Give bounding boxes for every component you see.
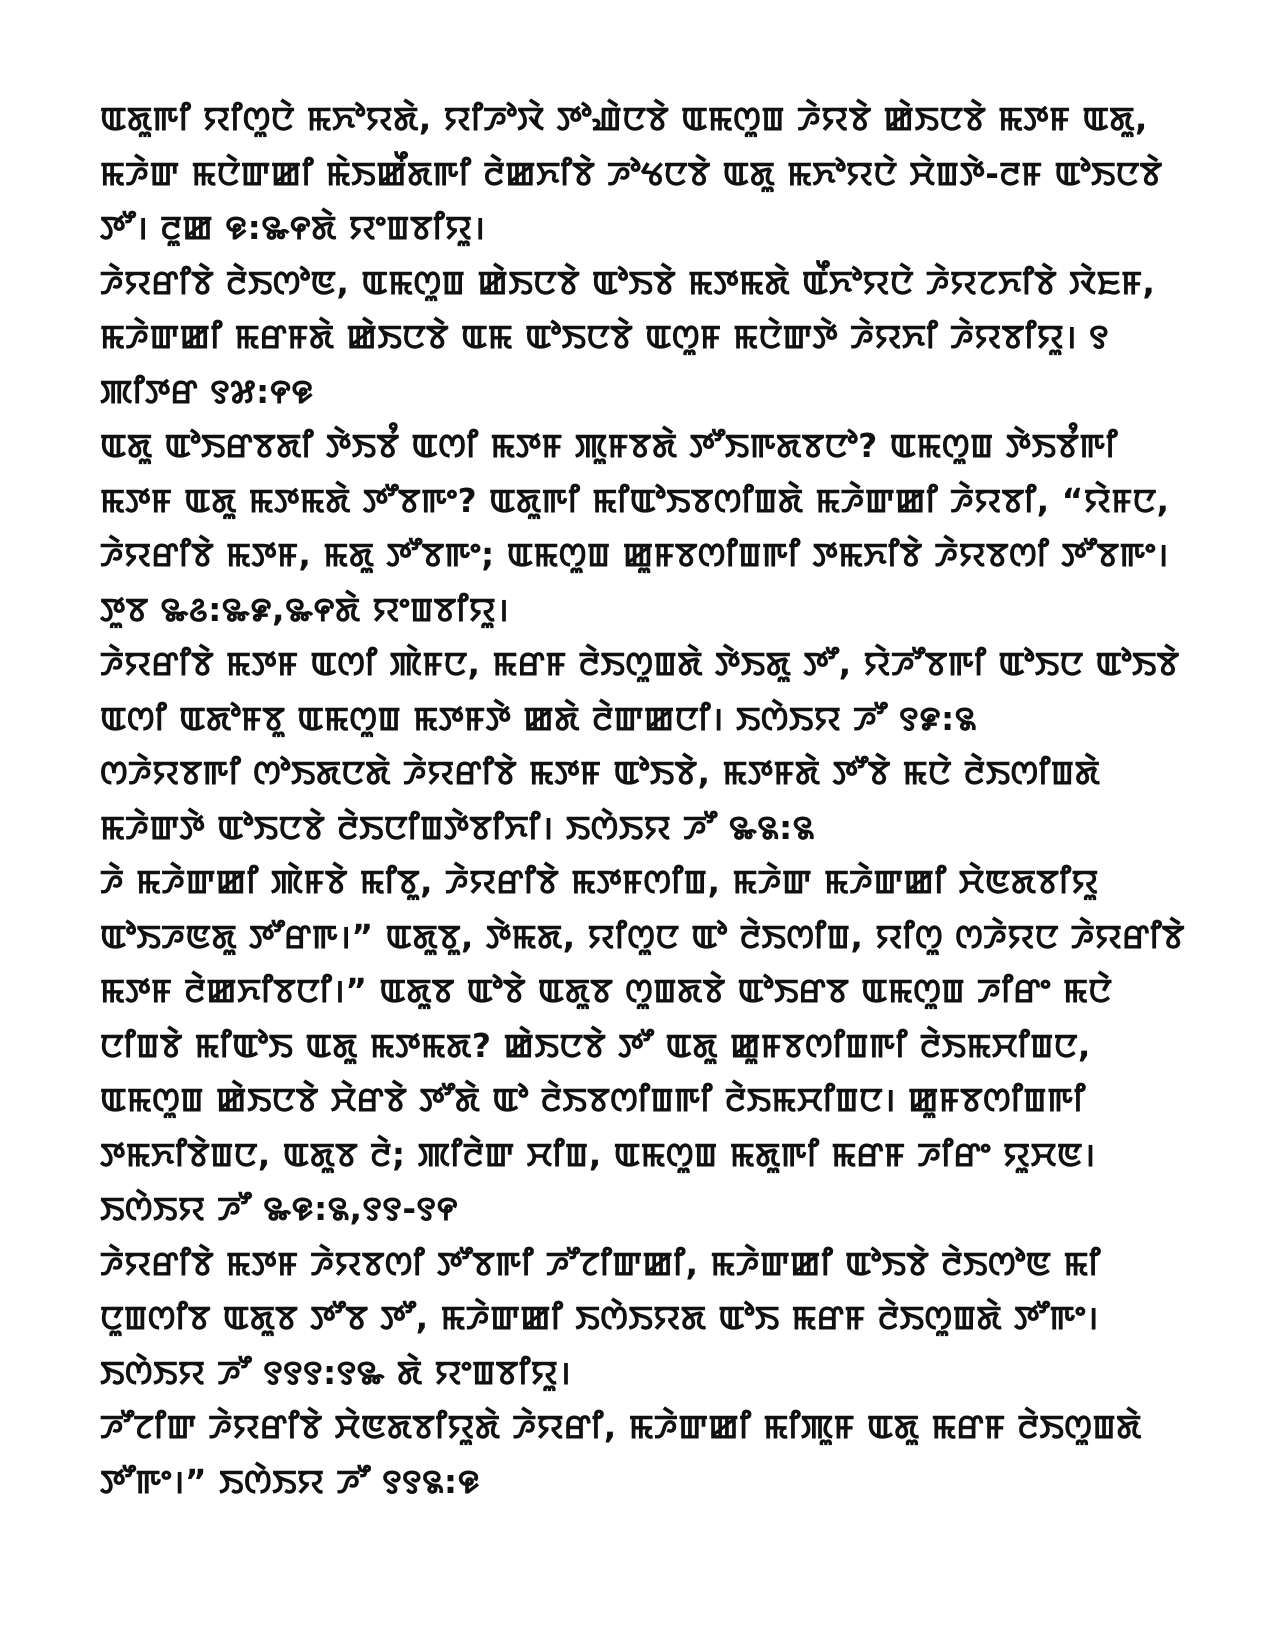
paragraph: ꯍꯥꯌꯔꯤꯕꯥ ꯂꯥꯏꯁꯣꯟ, ꯑꯃꯁꯨꯡ ꯀꯥꯏꯅꯕꯥ ꯑꯣꯏꯕꯥ ꯃꯇꯃꯗꯥ ꯑꯩꯈꯣꯌꯅꯥ ꯍꯥꯌꯖꯈꯤꯕꯥ ꯋꯥꯐꯝ, ꯃꯍꯥꯛꯀꯤ ꯃꯔꯝꯗꯥ ꯀꯥꯏꯅꯕꯥ ꯑꯃ ꯑꯣꯏꯅꯕꯥ ꯑꯁꯨꯝ ꯃꯅꯥꯛꯇꯥ ꯍꯥꯌꯈꯤ ꯍꯥꯌꯕꯤꯌꯨ। ꯱ ꯄꯤꯇꯔ ꯱꯷:꯵꯶ xyxy=(100,262,1156,411)
paragraph: ꯍꯧꯖꯤꯛ ꯍꯥꯌꯔꯤꯕꯥ ꯆꯥꯟꯗꯕꯤꯌꯨꯗꯥ ꯍꯥꯌꯔꯤ, ꯃꯍꯥꯛꯀꯤ ꯃꯤꯄꯨꯝ ꯑꯗꯨ ꯃꯔꯝ ꯂꯥꯏꯁꯨꯡꯗꯥ ꯇꯧꯒꯦ।” ꯏꯁꯥꯏꯌ ꯍꯧ ꯱꯱꯲:꯶ xyxy=(100,1407,1142,1501)
paragraph: ꯑꯗꯨ ꯑꯣꯏꯔꯕꯗꯤ ꯇꯥꯏꯕꯪ ꯑꯁꯤ ꯃꯇꯝ ꯄꯨꯝꯕꯗꯥ ꯇꯧꯏꯒꯗꯕꯅꯣ? ꯑꯃꯁꯨꯡ ꯇꯥꯏꯕꯪꯒꯤ ꯃꯇꯝ ꯑꯗꯨ ꯃꯇꯃꯗꯥ ꯇꯧꯕꯒꯦ? ꯑꯗꯨꯒꯤ ꯃꯤꯑꯣꯏꯕꯁꯤꯡꯗꯥ ꯃꯍꯥꯛꯀꯤ ꯍꯥꯌꯕꯤ, “ꯌꯥꯝꯅ, ꯍꯥꯌꯔꯤꯕꯥ ꯃꯇꯝ, ꯃꯗꯨ ꯇꯧꯕꯒꯦ; ꯑꯃꯁꯨꯡ ꯀꯨꯝꯕꯁꯤꯡꯒꯤ ꯇꯃꯈꯤꯕꯥ ꯍꯥꯌꯕꯁꯤ ꯇꯧꯕꯒꯦ। ꯇꯨꯕ ꯳꯴:꯳꯹,꯳꯵ꯗꯥ ꯌꯦꯡꯕꯤꯌꯨ। xyxy=(100,426,1170,629)
paragraph: ꯑꯗꯨꯒꯤ ꯌꯤꯁꯨꯅꯥ ꯃꯈꯣꯌꯗꯥ, ꯌꯤꯍꯣꯋꯥ ꯇꯣꯉꯥꯅꯕꯥ ꯑꯃꯁꯨꯡ ꯍꯥꯌꯕꯥ ꯀꯥꯏꯅꯕꯥ ꯃꯇꯝ ꯑꯗꯨ, ꯃꯍꯥꯛ ꯃꯅꯥꯛꯀꯤ ꯃꯥꯏꯀꯩꯗꯒꯤ ꯂꯥꯀꯈꯤꯕꯥ ꯍꯣꯠꯅꯕꯥ ꯑꯗꯨ ꯃꯈꯣꯌꯅꯥ ꯆꯥꯡꯇꯥ-ꯂꯝ ꯑꯣꯏꯅꯕꯥ ꯇꯧ। ꯂꯨꯀ ꯶:꯳꯵ꯗꯥ ꯌꯦꯡꯕꯤꯌꯨ। xyxy=(100,99,1163,247)
paragraph: ꯍꯥ ꯃꯍꯥꯛꯀꯤ ꯄꯥꯝꯕꯥ ꯃꯤꯕꯨ, ꯍꯥꯌꯔꯤꯕꯥ ꯃꯇꯝꯁꯤꯡ, ꯃꯍꯥꯛ ꯃꯍꯥꯛꯀꯤ ꯆꯥꯟꯗꯕꯤꯌꯨ ꯑꯣꯏꯍꯟꯗꯨ ꯇꯧꯔꯒ।” ꯑꯗꯨꯕꯨ, ꯇꯥꯃꯗ, ꯌꯤꯁꯨꯅ ꯑꯣ ꯂꯥꯏꯁꯤꯡ, ꯌꯤꯁꯨ ꯁꯍꯥꯌꯅ ꯍꯥꯌꯔꯤꯕꯥ ꯃꯇꯝ ꯂꯥꯀꯈꯤꯕꯅꯤ।” ꯑꯗꯨꯕ ꯑꯣꯕꯥ ꯑꯗꯨꯕ ꯁꯨꯡꯗꯕꯥ ꯑꯣꯏꯔꯕ ꯑꯃꯁꯨꯡ ꯍꯤꯔꯦ ꯃꯅꯥ ꯅꯤꯡꯕꯥ ꯃꯤꯑꯣꯏ ꯑꯗꯨ ꯃꯇꯃꯗ? ꯀꯥꯏꯅꯕꯥ ꯇꯧ ꯑꯗꯨ ꯀꯨꯝꯕꯁꯤꯡꯒꯤ ꯂꯥꯏꯃꯆꯤꯡꯅ, ꯑꯃꯁꯨꯡ ꯀꯥꯏꯅꯕꯥ ꯆꯥꯔꯕꯥ ꯇꯧꯗꯥ ꯑꯣ ꯂꯥꯏꯕꯁꯤꯡꯒꯤ ꯂꯥꯏꯃꯆꯤꯡꯅ। ꯀꯨꯝꯕꯁꯤꯡꯒꯤ ꯇꯃꯈꯤꯕꯥꯡꯅ, ꯑꯗꯨꯕ ꯂꯥ; ꯄꯤꯂꯥꯛ ꯆꯤꯡ, ꯑꯃꯁꯨꯡ ꯃꯗꯨꯒꯤ ꯃꯔꯝ ꯍꯤꯔꯦ ꯌꯨꯆꯟ। ꯏꯁꯥꯏꯌ ꯍꯧ ꯳꯶:꯲,꯱꯱-꯱꯵ xyxy=(100,862,1185,1228)
document-body xyxy=(100,92,1190,1509)
paragraph: ꯍꯥꯌꯔꯤꯕꯥ ꯃꯇꯝ ꯍꯥꯌꯕꯁꯤ ꯇꯧꯕꯒꯤ ꯍꯧꯖꯤꯛꯀꯤ, ꯃꯍꯥꯛꯀꯤ ꯑꯣꯏꯕꯥ ꯂꯥꯏꯁꯣꯟ ꯃꯤ ꯅꯨꯡꯁꯤꯕ ꯑꯗꯨꯕ ꯇꯧꯕ ꯇꯧ, ꯃꯍꯥꯛꯀꯤ ꯏꯁꯥꯏꯌꯗ ꯑꯣꯏ ꯃꯔꯝ ꯂꯥꯏꯁꯨꯡꯗꯥ ꯇꯧꯒꯦ। ꯏꯁꯥꯏꯌ ꯍꯧ ꯱꯱꯱:꯱꯳ ꯗꯥ ꯌꯦꯡꯕꯤꯌꯨ। xyxy=(100,1243,1101,1392)
paragraph: ꯍꯥꯌꯔꯤꯕꯥ ꯃꯇꯝ ꯑꯁꯤ ꯄꯥꯝꯅ, ꯃꯔꯝ ꯂꯥꯏꯁꯨꯡꯗꯥ ꯇꯥꯏꯗꯨ ꯇꯧ, ꯌꯥꯍꯧꯕꯒꯤ ꯑꯣꯏꯅ ꯑꯣꯏꯕꯥ ꯑꯁꯤ ꯑꯗꯣꯝꯕꯨ ꯑꯃꯁꯨꯡ ꯃꯇꯝꯇꯥ ꯀꯗꯥ ꯂꯥꯛꯀꯅꯤ। ꯏꯁꯥꯏꯌ ꯍꯧ ꯱꯹:꯲ xyxy=(100,644,1180,738)
paragraph: ꯁꯍꯥꯌꯕꯒꯤ ꯁꯣꯏꯗꯅꯗꯥ ꯍꯥꯌꯔꯤꯕꯥ ꯃꯇꯝ ꯑꯣꯏꯕꯥ, ꯃꯇꯝꯗꯥ ꯇꯧꯕꯥ ꯃꯅꯥ ꯂꯥꯏꯁꯤꯡꯗꯥ ꯃꯍꯥꯛꯇꯥ ꯑꯣꯏꯅꯕꯥ ꯂꯥꯏꯅꯤꯡꯇꯥꯕꯤꯈꯤ। ꯏꯁꯥꯏꯌ ꯍꯧ ꯳꯲:꯲ xyxy=(100,753,1101,847)
